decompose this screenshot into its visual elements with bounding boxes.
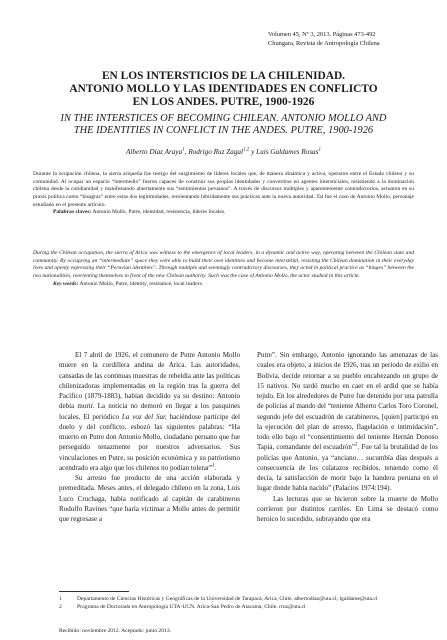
footnote-ref: 2 [354,442,358,448]
keywords-text: Antonio Mollo, Putre, identidad, resistencia, líderes locales. [91,209,226,216]
title-es-line: EN LOS INTERSTICIOS DE LA CHILENIDAD. [101,70,346,82]
author-affiliation-mark: 1 [182,147,185,153]
author-affiliation-mark: 1 [318,147,321,153]
body-paragraph [257,350,438,494]
abstract-english [33,250,414,288]
title-es-line: ANTONIO MOLLO Y LAS IDENTIDADES EN CONFLICTO [69,83,378,96]
body-text: Su arresto fue producto de una acción elaborada y premeditada. Meses antes, el delegado chileno en la zona, Luis Luco Cruchaga, había notificado al capitán de carabineros Rodolfo Ravines “que haría victimar a Mollo antes de permitir que regresase a [59,474,240,523]
keywords-text: Antonio Mollo, Putre, identity, resistance, local leaders. [78,280,204,287]
abstract-es-text: Durante la ocupación chilena, la sierra ariqueña fue testigo del surgimiento de líderes locales que, de manera dinámica y activa, operaron entre el Estado chileno y su comunidad. Al ocupar un espacio “intermedio” fueron capaces de construir sus propias identidades y convertirse en agentes intersticiales, resistiendo a la dominación chilena desde la cotidianidad y manifestando abiertamente sus “sentimientos peruanos”. A través de discursos múltiples y aparentemente contradictorios, actuaron en su praxis política como “bisagras” entre estas dos legitimidades, reorientando hibridamente sus prácticas ante la nueva autoridad. Tal fue el caso de Antonio Mollo, personaje estudiado en el presente artículo. [33,171,414,208]
keywords-label: Key words: [53,280,79,287]
footnote-number: 1 [59,596,62,602]
author-name: Alberto Díaz Araya [126,148,183,156]
footnote-number: 2 [59,604,62,610]
author-separator: y [249,148,257,156]
body-text: Las lecturas que se hicieron sobre la muerte de Mollo corrieron por distintos carriles. En Lima se destacó como heroico lo sucedido, subrayando que era [257,494,438,523]
footnote [59,595,439,603]
footnotes [59,595,439,611]
abstract-en-text: During the Chilean occupation, the sierra of Arica was witness to the emergence of local leaders, in a dynamic and active way, operating between the Chilean state and community. By occupying an “intermediate” space they were able to build their own identities and become interstitial, resisting the Chilean domination in their everyday lives and openly expressing their “Peruvian identities”. Through multiple and seemingly contradictory discourses, they acted in political practice as “hinges” between the two nationalities, reorienting themselves in front of the new Chilean authority. Such was the case of Antonio Mollo, the actor studied in this article. [33,250,414,279]
body-column-left [59,350,240,524]
title-es-line: EN LOS ANDES. PUTRE, 1900-1926 [132,96,315,109]
journal-name: Chungara, Revista de Antropología Chilena [268,40,380,47]
footnote-ref: 1 [212,463,215,469]
author-name: Rodrigo Ruz Zagal [188,148,244,156]
body-text: haciéndose partícipe del duelo y del conflicto, esbozó las siguientes palabras: “Ha muerto en Putre don Antonio Mollo, ciudadano peruano que fue perseguido tenazmente por nuestros adversarios. Sus vinculaciones en Putre, su posición económica y su patriotismo acendrado era algo que los chilenos no podían tolerar” [59,412,240,472]
received-dates: Recibido: noviembre 2012. Aceptado: junio 2013. [59,628,172,634]
keywords-label: Palabras claves: [53,209,92,216]
journal-volume: Volumen 45, Nº 3, 2013. Páginas 473-492 [268,31,376,38]
title-en-line: THE IDENTITIES IN CONFLICT IN THE ANDES. PUTRE, 1900-1926 [73,125,374,137]
author-affiliation-mark: 1,2 [243,147,250,153]
footnote-text: Departamento de Ciencias Históricas y Geográficas de la Universidad de Tarapacá, Arica, Chile. albertodiaz@uta.cl; lgaldame@uta.cl [77,596,378,602]
body-paragraph [59,473,240,524]
body-paragraph [59,350,240,473]
body-text: Putre”. Sin embargo, Antonio ignorando las amenazas de las cuales era objeto, a inicios de 1926, tras un período de exilio en Bolivia, decide retornar a su pueblo encabezando un grupo de 15 nativos. No tardó mucho en caer en el ardid que se había tejido. En los alrededores de Putre fue detenido por una patrulla de policías al mando del “teniente Alberto Carlos Toro Coronel, segundo jefe del escuadrón de carabineros, [quien] participó en la ejecución del plan de arresto, flagelación e intimidación”, todo ello bajo el “consentimiento del teniente Hernán Donoso Tapia, comandante del escuadrón” [257,351,438,452]
abstract-spanish [33,171,414,217]
footnote [59,603,439,611]
author-separator: , [184,148,189,156]
journal-header [268,30,438,48]
author-name: Luis Galdames Rosas [256,148,319,156]
title-en-line: IN THE INTERSTICES OF BECOMING CHILEAN. ANTONIO MOLLO AND [60,113,387,124]
body-text: . Fue tal la brutalidad de los policías que Antonio, ya “anciano… sucumbía días después a consecuencia de los culatazos recibidos, teniendo como él decía, la satisfacción de morir bajo la bandera peruana en el lugar donde había nacido” (Palacios 1974:194). [257,443,438,493]
title-spanish [50,70,397,110]
keywords-es [33,209,414,217]
title-english [52,113,395,137]
body-text: . [214,463,217,472]
author-list [40,148,407,156]
body-paragraph [257,494,438,525]
body-text: El 7 abril de 1926, el comunero de Putre Antonio Mollo muere en la cordillera andina de Arica. Las autoridades, cansadas de las continuas muestras de rebeldía ante las políticas chilenizadoras implementadas en la región tras la guerra del Pacífico (1879-1883), habían decidido ya su destino: Antonio debía morir. La noticia no demoró en llegar a los pasquines locales. El periódico [59,351,240,421]
body-column-right [257,350,438,524]
footnote-text: Programa de Doctorado en Antropología UTA-UCN. Arica-San Pedro de Atacama, Chile. rruz@uta.cl [77,604,306,610]
footnote-rule [59,591,129,592]
newspaper-title: La voz del Sur, [121,412,167,421]
keywords-en [33,281,414,289]
